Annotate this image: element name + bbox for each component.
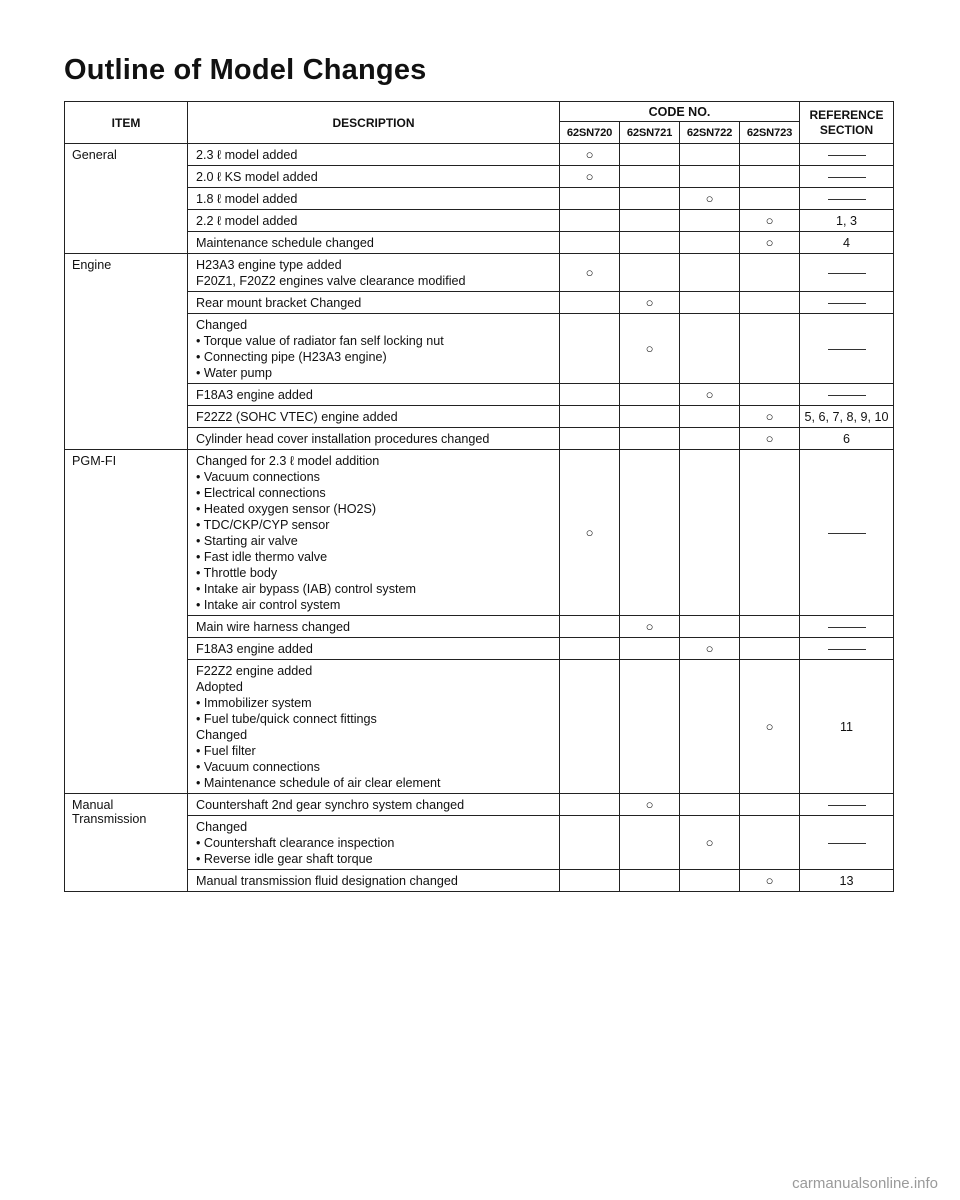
- description-cell: [188, 450, 560, 616]
- header-item: ITEM: [65, 102, 188, 144]
- code-62sn722-cell: [680, 406, 740, 428]
- description-line: • Reverse idle gear shaft torque: [196, 852, 373, 866]
- code-62sn723-cell: [740, 638, 800, 660]
- code-62sn721-cell: [620, 406, 680, 428]
- item-cell: Engine: [65, 254, 188, 450]
- applies-mark: ○: [585, 265, 594, 280]
- reference-cell: [800, 188, 894, 210]
- description-cell: [188, 232, 560, 254]
- description-line: H23A3 engine type added: [196, 258, 342, 272]
- code-62sn720-cell: [560, 870, 620, 892]
- code-62sn721-cell: [620, 616, 680, 638]
- table-row: [65, 210, 894, 232]
- code-62sn723-cell: [740, 660, 800, 794]
- description-cell: [188, 794, 560, 816]
- description-cell: [188, 816, 560, 870]
- table-row: [65, 616, 894, 638]
- code-62sn721-cell: [620, 794, 680, 816]
- no-reference-dash: [828, 843, 866, 844]
- applies-mark: ○: [645, 295, 654, 310]
- code-62sn721-cell: [620, 210, 680, 232]
- code-62sn720-cell: [560, 166, 620, 188]
- description-line: • Countershaft clearance inspection: [196, 836, 395, 850]
- description-line: Cylinder head cover installation procedures changed: [196, 432, 490, 446]
- code-62sn722-cell: [680, 188, 740, 210]
- item-cell: PGM-FI: [65, 450, 188, 794]
- description-cell: [188, 638, 560, 660]
- description-line: • Electrical connections: [196, 486, 326, 500]
- code-62sn720-cell: [560, 188, 620, 210]
- description-line: • Fuel filter: [196, 744, 256, 758]
- code-62sn720-cell: [560, 794, 620, 816]
- reference-cell: [800, 166, 894, 188]
- code-62sn722-cell: [680, 144, 740, 166]
- description-line: • Water pump: [196, 366, 273, 380]
- header-code-no: CODE NO.: [560, 102, 800, 122]
- description-line: • TDC/CKP/CYP sensor: [196, 518, 330, 532]
- no-reference-dash: [828, 273, 866, 274]
- description-line: • Vacuum connections: [196, 470, 320, 484]
- description-line: • Maintenance schedule of air clear element: [196, 776, 441, 790]
- header-code-62sn721: 62SN721: [620, 122, 680, 144]
- code-62sn723-cell: [740, 144, 800, 166]
- code-62sn723-cell: [740, 254, 800, 292]
- applies-mark: ○: [585, 525, 594, 540]
- reference-cell: [800, 254, 894, 292]
- code-62sn723-cell: [740, 166, 800, 188]
- no-reference-dash: [828, 649, 866, 650]
- code-62sn722-cell: [680, 794, 740, 816]
- code-62sn720-cell: [560, 450, 620, 616]
- table-row: [65, 292, 894, 314]
- description-line: • Torque value of radiator fan self locking nut: [196, 334, 444, 348]
- code-62sn723-cell: [740, 384, 800, 406]
- header-reference-section: REFERENCE SECTION: [800, 102, 894, 144]
- reference-cell: 5, 6, 7, 8, 9, 10: [800, 406, 894, 428]
- code-62sn721-cell: [620, 450, 680, 616]
- code-62sn723-cell: [740, 292, 800, 314]
- description-cell: [188, 210, 560, 232]
- code-62sn720-cell: [560, 144, 620, 166]
- reference-cell: [800, 292, 894, 314]
- code-62sn722-cell: [680, 314, 740, 384]
- table-row: [65, 816, 894, 870]
- no-reference-dash: [828, 533, 866, 534]
- description-line: • Immobilizer system: [196, 696, 312, 710]
- description-line: • Throttle body: [196, 566, 278, 580]
- code-62sn723-cell: [740, 314, 800, 384]
- reference-cell: 6: [800, 428, 894, 450]
- description-line: • Heated oxygen sensor (HO2S): [196, 502, 377, 516]
- code-62sn720-cell: [560, 660, 620, 794]
- code-62sn720-cell: [560, 816, 620, 870]
- code-62sn720-cell: [560, 384, 620, 406]
- code-62sn723-cell: [740, 870, 800, 892]
- no-reference-dash: [828, 303, 866, 304]
- code-62sn721-cell: [620, 660, 680, 794]
- description-line: F20Z1, F20Z2 engines valve clearance modified: [196, 274, 466, 288]
- table-row: [65, 188, 894, 210]
- item-cell: General: [65, 144, 188, 254]
- description-line: • Fast idle thermo valve: [196, 550, 328, 564]
- no-reference-dash: [828, 155, 866, 156]
- code-62sn723-cell: [740, 794, 800, 816]
- code-62sn722-cell: [680, 870, 740, 892]
- applies-mark: ○: [705, 641, 714, 656]
- description-line: Main wire harness changed: [196, 620, 351, 634]
- reference-cell: [800, 384, 894, 406]
- code-62sn720-cell: [560, 232, 620, 254]
- description-line: Countershaft 2nd gear synchro system changed: [196, 798, 465, 812]
- watermark-footer: carmanualsonline.info: [792, 1175, 938, 1192]
- description-cell: [188, 188, 560, 210]
- no-reference-dash: [828, 395, 866, 396]
- applies-mark: ○: [585, 169, 594, 184]
- description-cell: [188, 384, 560, 406]
- applies-mark: ○: [765, 873, 774, 888]
- code-62sn722-cell: [680, 166, 740, 188]
- description-cell: [188, 292, 560, 314]
- reference-cell: [800, 144, 894, 166]
- code-62sn721-cell: [620, 144, 680, 166]
- reference-cell: 4: [800, 232, 894, 254]
- code-62sn721-cell: [620, 232, 680, 254]
- header-code-62sn720: 62SN720: [560, 122, 620, 144]
- applies-mark: ○: [765, 719, 774, 734]
- code-62sn723-cell: [740, 406, 800, 428]
- reference-cell: [800, 816, 894, 870]
- description-line: Changed: [196, 728, 248, 742]
- code-62sn721-cell: [620, 384, 680, 406]
- description-line: F18A3 engine added: [196, 642, 313, 656]
- code-62sn720-cell: [560, 314, 620, 384]
- reference-cell: [800, 616, 894, 638]
- table-row: [65, 144, 894, 166]
- code-62sn722-cell: [680, 450, 740, 616]
- applies-mark: ○: [765, 213, 774, 228]
- description-cell: [188, 870, 560, 892]
- code-62sn722-cell: [680, 638, 740, 660]
- code-62sn721-cell: [620, 870, 680, 892]
- applies-mark: ○: [765, 235, 774, 250]
- header-code-62sn723: 62SN723: [740, 122, 800, 144]
- table-row: [65, 638, 894, 660]
- description-line: Manual transmission fluid designation changed: [196, 874, 458, 888]
- table-row: [65, 428, 894, 450]
- description-line: Changed: [196, 318, 248, 332]
- code-62sn720-cell: [560, 292, 620, 314]
- description-line: 2.0 ℓ KS model added: [196, 170, 318, 184]
- reference-cell: 11: [800, 660, 894, 794]
- code-62sn722-cell: [680, 816, 740, 870]
- description-line: F22Z2 engine added: [196, 664, 313, 678]
- reference-cell: [800, 450, 894, 616]
- table-row: [65, 384, 894, 406]
- model-changes-table: [64, 101, 894, 892]
- applies-mark: ○: [705, 191, 714, 206]
- applies-mark: ○: [765, 431, 774, 446]
- code-62sn723-cell: [740, 816, 800, 870]
- code-62sn721-cell: [620, 428, 680, 450]
- description-line: Maintenance schedule changed: [196, 236, 374, 250]
- description-line: F18A3 engine added: [196, 388, 313, 402]
- table-row: [65, 660, 894, 794]
- code-62sn723-cell: [740, 210, 800, 232]
- code-62sn723-cell: [740, 188, 800, 210]
- header-description: DESCRIPTION: [188, 102, 560, 144]
- item-cell: Manual Transmission: [65, 794, 188, 892]
- table-row: [65, 870, 894, 892]
- code-62sn722-cell: [680, 210, 740, 232]
- no-reference-dash: [828, 349, 866, 350]
- code-62sn722-cell: [680, 428, 740, 450]
- applies-mark: ○: [705, 387, 714, 402]
- code-62sn721-cell: [620, 254, 680, 292]
- code-62sn720-cell: [560, 616, 620, 638]
- code-62sn721-cell: [620, 188, 680, 210]
- reference-cell: 13: [800, 870, 894, 892]
- header-code-62sn722: 62SN722: [680, 122, 740, 144]
- table-row: [65, 314, 894, 384]
- description-line: 2.3 ℓ model added: [196, 148, 298, 162]
- description-line: • Starting air valve: [196, 534, 298, 548]
- code-62sn721-cell: [620, 292, 680, 314]
- description-cell: [188, 166, 560, 188]
- description-line: 1.8 ℓ model added: [196, 192, 298, 206]
- table-row: [65, 406, 894, 428]
- description-line: • Intake air control system: [196, 598, 341, 612]
- description-cell: [188, 314, 560, 384]
- table-body: [65, 144, 894, 892]
- description-line: Rear mount bracket Changed: [196, 296, 362, 310]
- table-row: [65, 794, 894, 816]
- table-row: [65, 450, 894, 616]
- table-row: [65, 166, 894, 188]
- description-line: Changed: [196, 820, 248, 834]
- description-cell: [188, 254, 560, 292]
- page-title: Outline of Model Changes: [64, 54, 427, 86]
- code-62sn722-cell: [680, 292, 740, 314]
- description-line: • Fuel tube/quick connect fittings: [196, 712, 377, 726]
- description-line: 2.2 ℓ model added: [196, 214, 298, 228]
- code-62sn720-cell: [560, 254, 620, 292]
- no-reference-dash: [828, 805, 866, 806]
- reference-cell: [800, 794, 894, 816]
- description-line: • Vacuum connections: [196, 760, 320, 774]
- code-62sn721-cell: [620, 638, 680, 660]
- table-row: [65, 254, 894, 292]
- description-cell: [188, 144, 560, 166]
- description-line: Adopted: [196, 680, 243, 694]
- description-line: F22Z2 (SOHC VTEC) engine added: [196, 410, 398, 424]
- code-62sn723-cell: [740, 428, 800, 450]
- code-62sn721-cell: [620, 314, 680, 384]
- code-62sn721-cell: [620, 816, 680, 870]
- applies-mark: ○: [645, 797, 654, 812]
- reference-cell: 1, 3: [800, 210, 894, 232]
- code-62sn720-cell: [560, 428, 620, 450]
- no-reference-dash: [828, 199, 866, 200]
- applies-mark: ○: [585, 147, 594, 162]
- applies-mark: ○: [765, 409, 774, 424]
- code-62sn720-cell: [560, 406, 620, 428]
- code-62sn722-cell: [680, 660, 740, 794]
- reference-cell: [800, 314, 894, 384]
- code-62sn722-cell: [680, 384, 740, 406]
- description-line: • Intake air bypass (IAB) control system: [196, 582, 416, 596]
- applies-mark: ○: [645, 341, 654, 356]
- applies-mark: ○: [705, 835, 714, 850]
- code-62sn720-cell: [560, 638, 620, 660]
- description-line: Changed for 2.3 ℓ model addition: [196, 454, 380, 468]
- code-62sn722-cell: [680, 254, 740, 292]
- code-62sn723-cell: [740, 232, 800, 254]
- description-cell: [188, 660, 560, 794]
- applies-mark: ○: [645, 619, 654, 634]
- code-62sn723-cell: [740, 450, 800, 616]
- code-62sn722-cell: [680, 616, 740, 638]
- code-62sn720-cell: [560, 210, 620, 232]
- code-62sn722-cell: [680, 232, 740, 254]
- description-cell: [188, 428, 560, 450]
- no-reference-dash: [828, 177, 866, 178]
- description-cell: [188, 616, 560, 638]
- reference-cell: [800, 638, 894, 660]
- code-62sn721-cell: [620, 166, 680, 188]
- table-row: [65, 232, 894, 254]
- code-62sn723-cell: [740, 616, 800, 638]
- description-line: • Connecting pipe (H23A3 engine): [196, 350, 387, 364]
- description-cell: [188, 406, 560, 428]
- no-reference-dash: [828, 627, 866, 628]
